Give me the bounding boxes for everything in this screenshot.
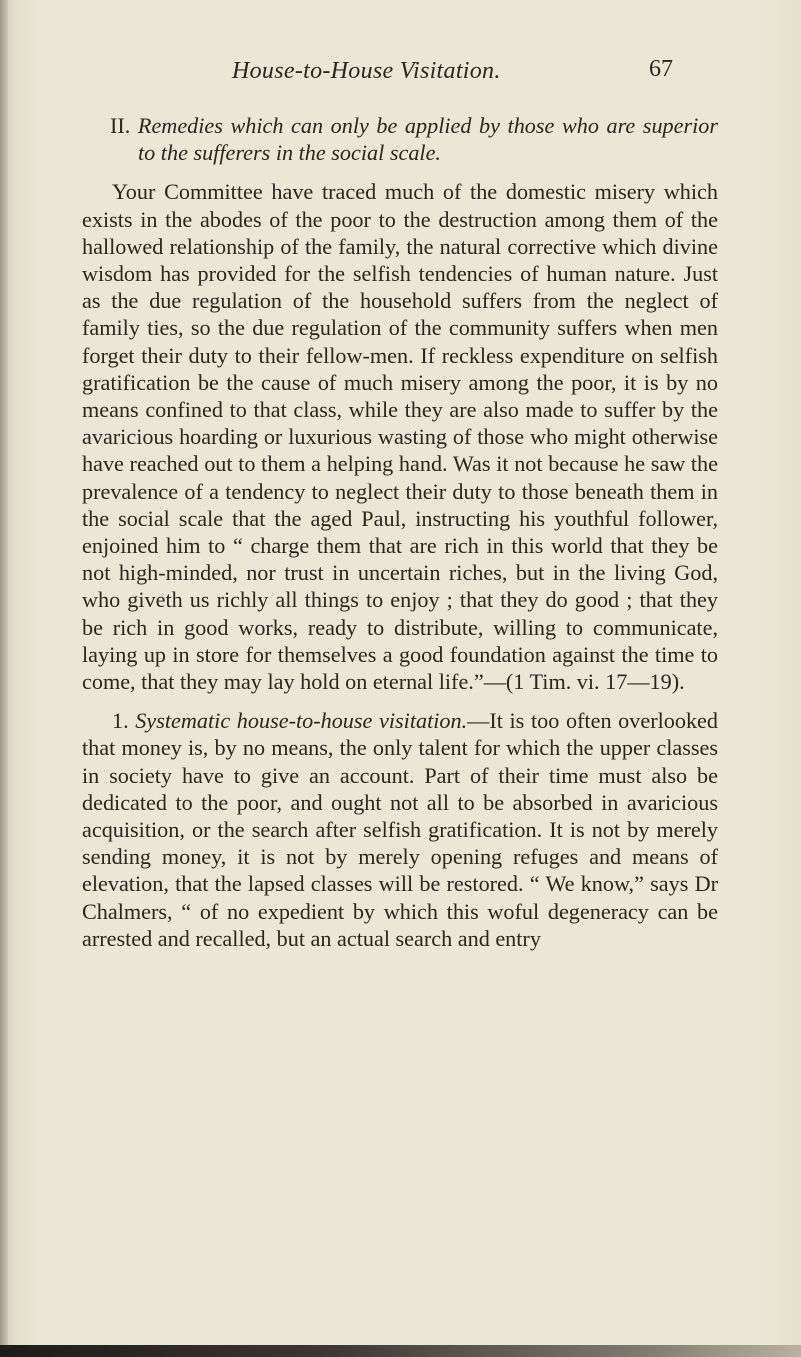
- page-header: [0, 54, 801, 94]
- paragraph-visitation: [82, 707, 718, 952]
- paragraph-committee: Your Committee have traced much of the domestic misery which exists in the abodes of the poor to the destruction among them of the hallowed relationship of the family, the natural corrective which divine wisdom has provided for the selfish tendencies of human nature. Just as the due regulation of the household suffers from the neglect of family ties, so the due regulation of the community suffers when men forget their duty to their fellow-men. If reckless expenditure on selfish gratification be the cause of much misery among the poor, it is by no means confined to that class, while they are also made to suffer by the avaricious hoarding or luxurious wasting of those who might otherwise have reached out to them a helping hand. Was it not because he saw the prevalence of a tendency to neglect their duty to those beneath them in the social scale that the aged Paul, instructing his youthful follower, enjoined him to “ charge them that are rich in this world that they be not high-minded, nor trust in uncertain riches, but in the living God, who giveth us richly all things to enjoy ; that they do good ; that they be rich in good works, ready to distribute, willing to communicate, laying up in store for themselves a good foundation against the time to come, that they may lay hold on eternal life.”—(1 Tim. vi. 17—19).: [82, 179, 718, 695]
- section-heading: [82, 112, 718, 166]
- page-gutter: [0, 0, 8, 1357]
- page-body: [82, 112, 718, 952]
- scan-edge: [0, 1345, 801, 1357]
- section-title: Remedies which can only be applied by those who are superior to the sufferers in the social scale.: [137, 113, 719, 166]
- page-number: 67: [649, 56, 673, 82]
- section-number: II.: [110, 113, 131, 138]
- running-title: House-to-House Visitation.: [232, 58, 501, 84]
- subsection-heading: Systematic house-to-house visitation.: [135, 708, 468, 734]
- subsection-number: 1.: [112, 708, 129, 734]
- subsection-body: —It is too often overlooked that money is, by no means, the only talent for which the upper classes in society have to give an account. Part of their time must also be dedicated to the poor, and ought not all to be absorbed in avaricious acquisition, or the search after selfish gratification. It is not by merely sending money, it is not by merely opening refuges and means of elevation, that the lapsed classes will be restored. “ We know,” says Dr Chalmers, “ of no expedient by which this woful degeneracy can be arrested and recalled, but an actual search and entry: [82, 708, 718, 951]
